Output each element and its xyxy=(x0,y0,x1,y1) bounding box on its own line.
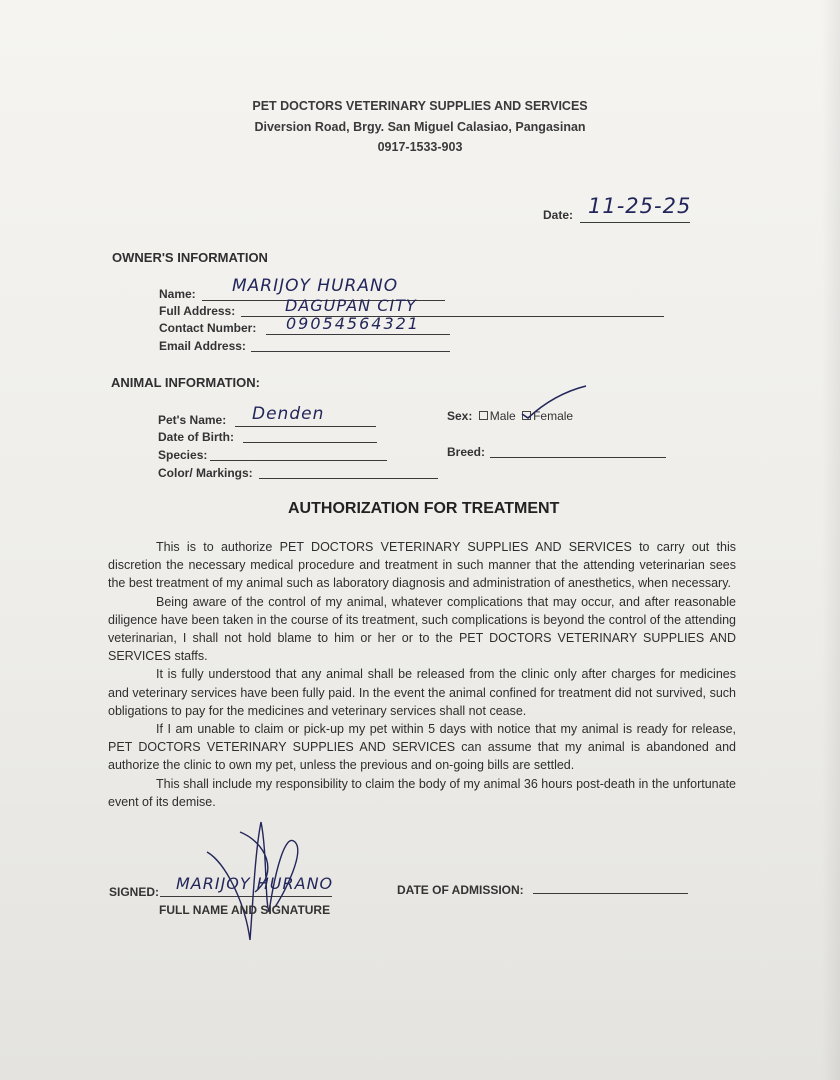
owner-contact-line xyxy=(266,334,450,335)
company-phone: 0917-1533-903 xyxy=(377,140,463,154)
date-value: 11-25-25 xyxy=(588,194,692,218)
color-line xyxy=(259,478,438,479)
species-line xyxy=(210,460,387,461)
color-label: Color/ Markings: xyxy=(158,466,253,480)
pet-name-label: Pet's Name: xyxy=(158,413,227,427)
male-option: Male xyxy=(489,409,516,423)
date-label: Date: xyxy=(543,208,574,222)
animal-section-title: ANIMAL INFORMATION: xyxy=(111,375,260,390)
owner-contact-value: 09054564321 xyxy=(286,314,420,333)
dob-label: Date of Birth: xyxy=(158,430,234,444)
authorization-body xyxy=(108,538,736,811)
owner-contact-label: Contact Number: xyxy=(159,321,257,335)
dob-line xyxy=(243,442,377,443)
owner-address-value: DAGUPAN CITY xyxy=(285,296,417,315)
pet-name-value: Denden xyxy=(252,404,325,424)
paper-edge-shadow xyxy=(822,0,840,1080)
female-option: Female xyxy=(533,409,574,423)
female-check-mark xyxy=(514,384,594,424)
authorization-title: AUTHORIZATION FOR TREATMENT xyxy=(288,500,560,517)
company-address: Diversion Road, Brgy. San Miguel Calasiao, Pangasinan xyxy=(254,120,586,134)
species-label: Species: xyxy=(158,448,208,462)
owner-email-line xyxy=(251,351,450,352)
authorization-paragraph: Being aware of the control of my animal, whatever complications that may occur, and after reasonable diligence have been taken in the course of its treatment, such complications is beyond the control of the attending veterinarian, I shall not hold blame to him or her or to the PET DOCTORS VETERINARY SUPPLIES AND SERVICES staffs. xyxy=(108,594,736,664)
signed-label: SIGNED: xyxy=(109,885,160,899)
admission-date-label: DATE OF ADMISSION: xyxy=(397,883,524,897)
authorization-paragraph: This shall include my responsibility to claim the body of my animal 36 hours post-death in the unfortunate event of its demise. xyxy=(108,776,736,809)
admission-date-line xyxy=(533,893,688,894)
owner-name-label: Name: xyxy=(159,287,196,301)
male-checkbox xyxy=(479,411,488,420)
authorization-paragraph: It is fully understood that any animal shall be released from the clinic only after charges for medicines and veterinary services have been fully paid. In the event the animal confined for treatment did not survived, such obligations to pay for the medicines and veterinary services shall not cease. xyxy=(108,667,736,718)
owner-name-value: MARIJOY HURANO xyxy=(232,276,399,296)
signed-name-value: MARIJOY HURANO xyxy=(176,874,334,893)
signature-caption: FULL NAME AND SIGNATURE xyxy=(159,903,331,917)
breed-label: Breed: xyxy=(447,445,486,459)
sex-label: Sex: xyxy=(447,409,473,423)
pet-name-line xyxy=(235,426,376,427)
company-name: PET DOCTORS VETERINARY SUPPLIES AND SERVICES xyxy=(252,99,588,113)
authorization-paragraph: If I am unable to claim or pick-up my pet within 5 days with notice that my animal is ready for release, PET DOCTORS VETERINARY SUPPLIES AND SERVICES can assume that my animal is abandoned and authorize the clinic to own my pet, unless the previous and on-going bills are settled. xyxy=(108,722,736,773)
owner-email-label: Email Address: xyxy=(159,339,246,353)
signature-scribble xyxy=(195,812,335,952)
authorization-paragraph: This is to authorize PET DOCTORS VETERINARY SUPPLIES AND SERVICES to carry out this discretion the necessary medical procedure and treatment in such manner that the attending veterinarian sees the best treatment of my animal such as laboratory diagnosis and administration of anesthetics, when necessary. xyxy=(108,540,736,591)
date-line xyxy=(580,222,690,223)
breed-line xyxy=(490,457,666,458)
owner-section-title: OWNER'S INFORMATION xyxy=(112,250,268,265)
owner-address-label: Full Address: xyxy=(159,304,236,318)
